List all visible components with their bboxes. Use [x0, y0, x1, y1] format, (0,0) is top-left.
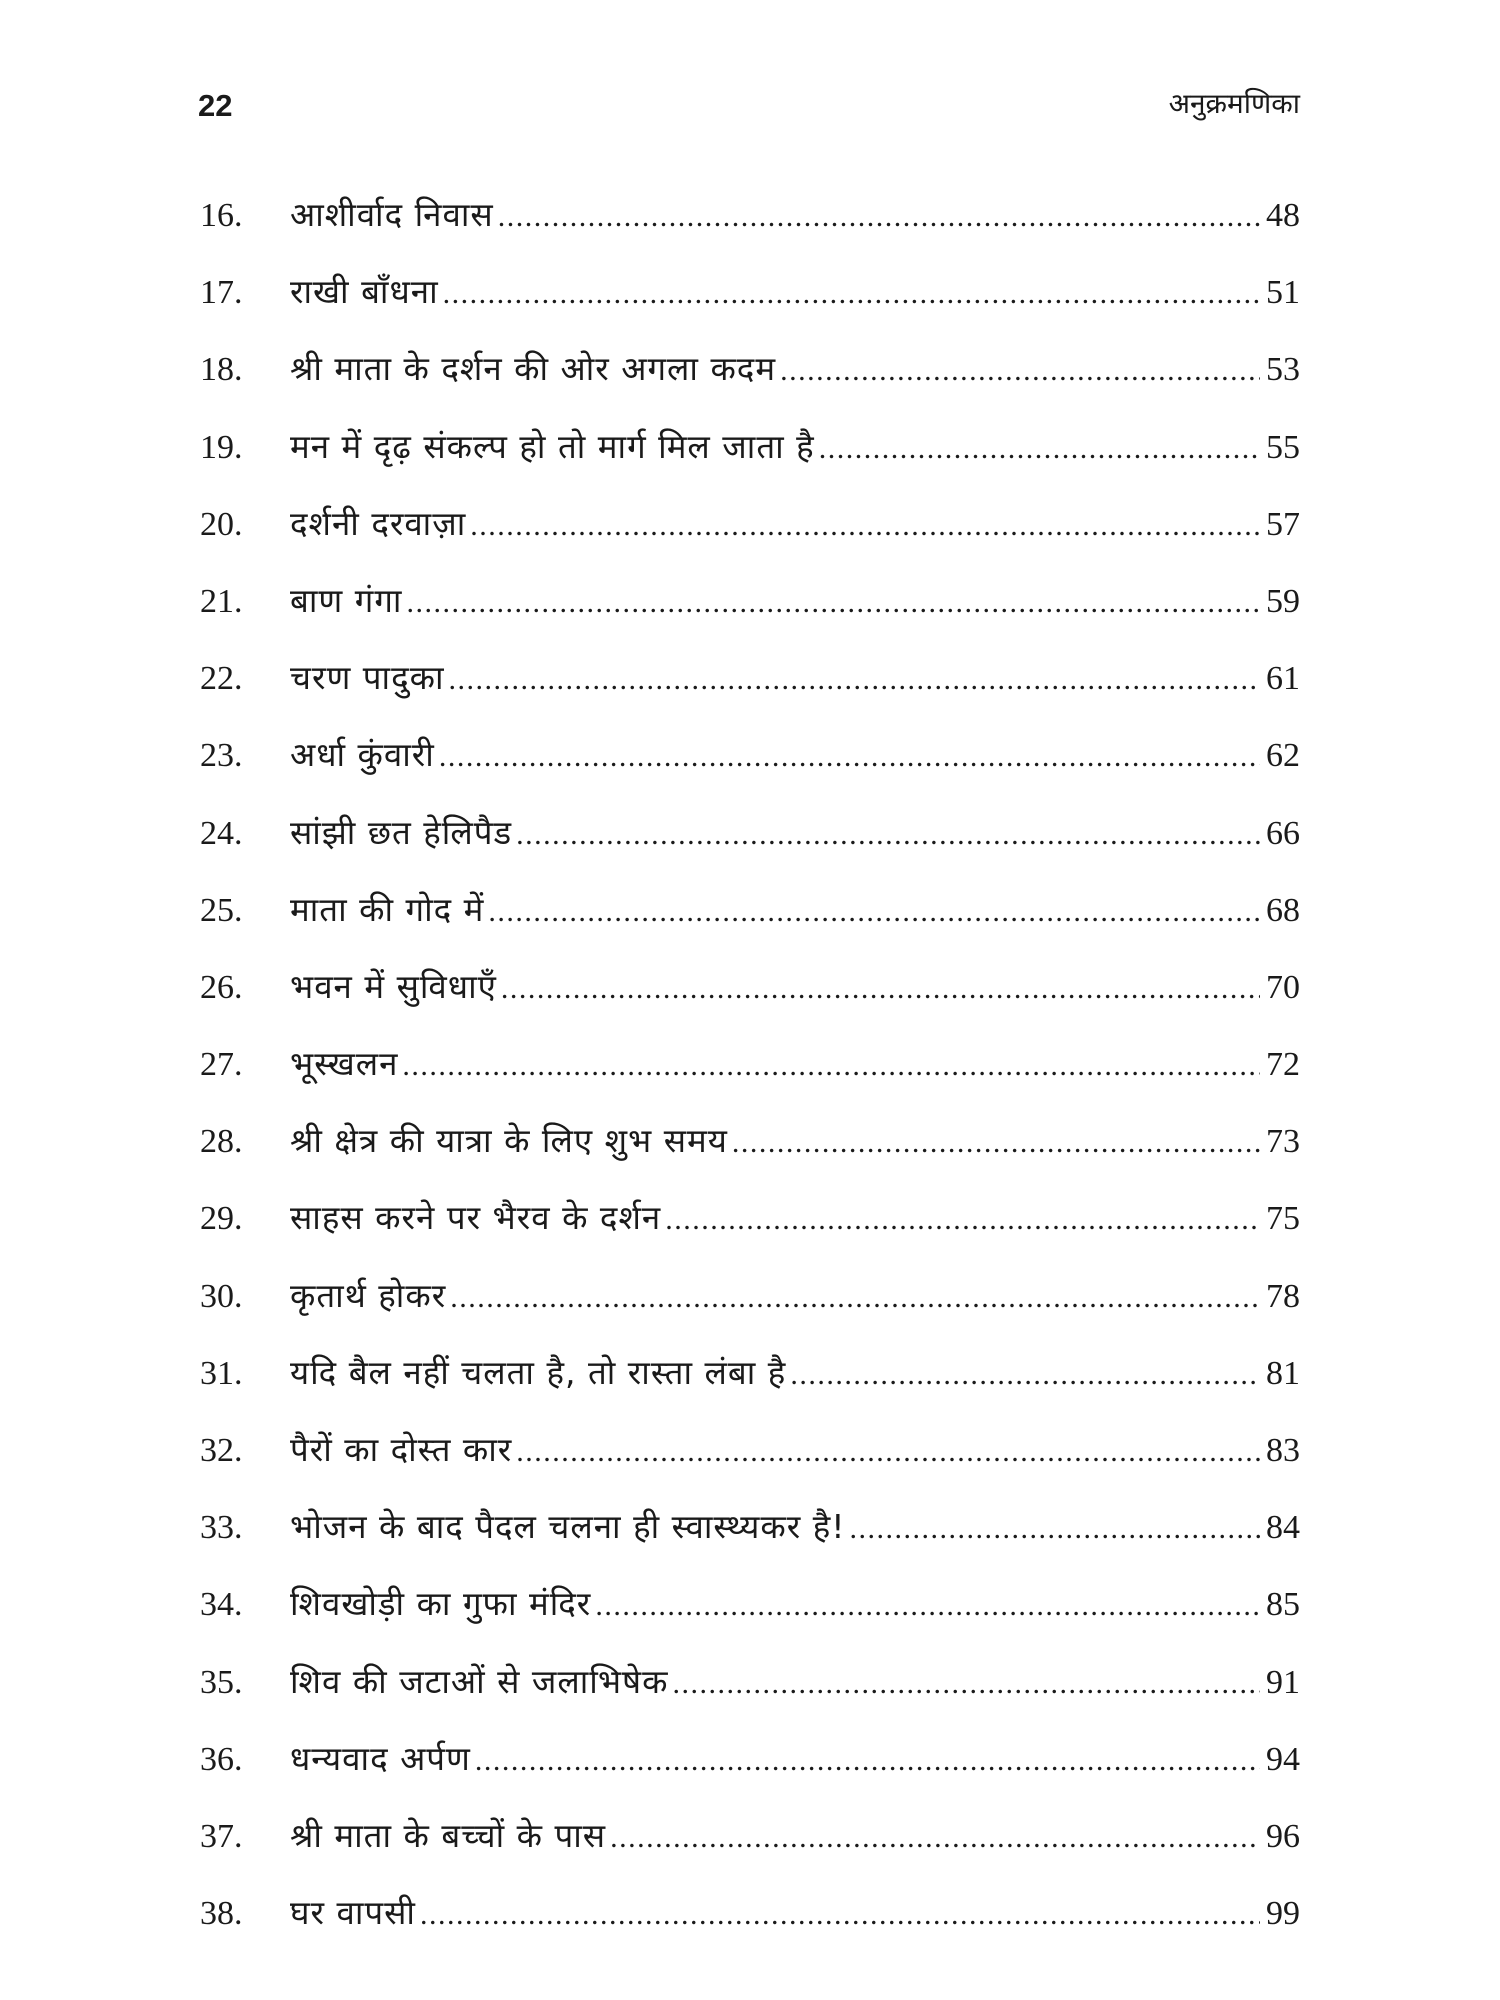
- toc-dot-leader: [470, 501, 1260, 551]
- toc-entry-title: साहस करने पर भैरव के दर्शन: [290, 1198, 662, 1238]
- toc-entry-page: 83: [1266, 1432, 1300, 1469]
- table-of-contents: [200, 190, 1300, 1965]
- toc-entry: [200, 267, 1300, 344]
- toc-dot-leader: [665, 1195, 1260, 1245]
- toc-entry-title: आशीर्वाद निवास: [290, 195, 494, 234]
- toc-entry-title: यदि बैल नहीं चलता है, तो रास्ता लंबा है: [290, 1352, 787, 1392]
- toc-entry: [200, 1425, 1300, 1502]
- toc-entry: [200, 1579, 1300, 1656]
- toc-entry: [200, 1348, 1300, 1425]
- toc-entry-title: भूस्खलन: [290, 1044, 399, 1084]
- toc-entry-title: राखी बाँधना: [290, 272, 439, 312]
- toc-dot-leader: [443, 269, 1260, 319]
- toc-entry-number: 18.: [200, 351, 243, 389]
- toc-entry-page: 61: [1266, 660, 1300, 698]
- toc-entry-number: 24.: [200, 814, 243, 852]
- toc-entry: [200, 653, 1300, 730]
- toc-entry: [200, 344, 1300, 421]
- toc-entry-page: 48: [1266, 197, 1300, 234]
- toc-entry-page: 66: [1266, 814, 1300, 852]
- toc-entry-number: 17.: [200, 274, 243, 312]
- toc-entry: [200, 885, 1300, 962]
- toc-entry-title: श्री माता के बच्चों के पास: [290, 1815, 607, 1855]
- toc-entry-number: 27.: [200, 1046, 243, 1084]
- toc-entry-number: 31.: [200, 1354, 243, 1392]
- toc-entry-title: घर वापसी: [290, 1893, 416, 1933]
- toc-entry-number: 32.: [200, 1432, 243, 1469]
- toc-entry-title: श्री माता के दर्शन की ओर अगला कदम: [290, 349, 777, 389]
- toc-dot-leader: [420, 1890, 1260, 1940]
- toc-dot-leader: [595, 1581, 1260, 1631]
- toc-dot-leader: [498, 192, 1260, 242]
- toc-entry-page: 51: [1266, 274, 1300, 312]
- toc-entry-number: 20.: [200, 505, 243, 543]
- page-number: 22: [198, 88, 233, 123]
- toc-entry-number: 23.: [200, 737, 243, 775]
- toc-entry: [200, 190, 1300, 267]
- toc-entry: [200, 1811, 1300, 1888]
- toc-entry: [200, 422, 1300, 499]
- toc-entry-number: 16.: [200, 197, 243, 234]
- toc-entry-title: माता की गोद में: [290, 889, 485, 929]
- toc-entry-number: 21.: [200, 582, 243, 620]
- toc-dot-leader: [610, 1813, 1260, 1863]
- toc-entry: [200, 1193, 1300, 1270]
- toc-entry-title: शिवखोड़ी का गुफा मंदिर: [290, 1584, 592, 1624]
- toc-entry-number: 22.: [200, 660, 243, 698]
- toc-entry-page: 70: [1266, 968, 1300, 1006]
- toc-entry-title: भवन में सुविधाएँ: [290, 966, 497, 1006]
- toc-entry-page: 91: [1266, 1663, 1300, 1701]
- toc-dot-leader: [790, 1350, 1260, 1400]
- toc-dot-leader: [449, 655, 1260, 705]
- toc-dot-leader: [501, 964, 1260, 1014]
- toc-entry-page: 84: [1266, 1509, 1300, 1547]
- toc-entry-title: कृतार्थ होकर: [290, 1275, 447, 1315]
- toc-entry-number: 35.: [200, 1663, 243, 1701]
- toc-entry-title: श्री क्षेत्र की यात्रा के लिए शुभ समय: [290, 1121, 728, 1161]
- toc-entry-number: 19.: [200, 428, 243, 466]
- toc-entry: [200, 576, 1300, 653]
- toc-entry-page: 81: [1266, 1354, 1300, 1392]
- toc-entry-page: 85: [1266, 1586, 1300, 1624]
- toc-entry: [200, 730, 1300, 807]
- toc-entry-page: 78: [1266, 1277, 1300, 1315]
- toc-dot-leader: [450, 1273, 1260, 1323]
- toc-entry-page: 94: [1266, 1740, 1300, 1778]
- toc-entry: [200, 1271, 1300, 1348]
- toc-entry-number: 38.: [200, 1895, 243, 1933]
- toc-entry-title: दर्शनी दरवाज़ा: [290, 503, 467, 543]
- toc-entry-page: 55: [1266, 428, 1300, 466]
- toc-entry: [200, 1502, 1300, 1579]
- toc-entry-title: पैरों का दोस्त कार: [290, 1430, 513, 1469]
- toc-dot-leader: [780, 346, 1260, 396]
- toc-entry-number: 28.: [200, 1123, 243, 1161]
- toc-entry-title: भोजन के बाद पैदल चलना ही स्वास्थ्यकर है!: [290, 1507, 846, 1547]
- toc-entry-title: अर्धा कुंवारी: [290, 735, 435, 775]
- toc-entry-page: 73: [1266, 1123, 1300, 1161]
- toc-entry: [200, 499, 1300, 576]
- toc-entry-page: 57: [1266, 505, 1300, 543]
- toc-entry-number: 33.: [200, 1509, 243, 1547]
- toc-entry: [200, 1734, 1300, 1811]
- toc-dot-leader: [402, 1041, 1260, 1091]
- toc-entry-number: 26.: [200, 968, 243, 1006]
- toc-entry-title: बाण गंगा: [290, 580, 403, 620]
- toc-entry-title: सांझी छत हेलिपैड: [290, 812, 513, 852]
- toc-entry-page: 68: [1266, 891, 1300, 929]
- toc-entry: [200, 962, 1300, 1039]
- toc-entry-title: धन्यवाद अर्पण: [290, 1738, 471, 1778]
- toc-entry: [200, 1888, 1300, 1965]
- toc-entry-title: चरण पादुका: [290, 658, 445, 698]
- toc-dot-leader: [475, 1736, 1260, 1786]
- toc-entry-page: 62: [1266, 737, 1300, 775]
- toc-entry-page: 99: [1266, 1895, 1300, 1933]
- toc-dot-leader: [488, 887, 1260, 937]
- toc-dot-leader: [850, 1504, 1260, 1554]
- toc-entry-page: 59: [1266, 582, 1300, 620]
- toc-dot-leader: [819, 424, 1260, 474]
- toc-entry-page: 53: [1266, 351, 1300, 389]
- toc-entry-page: 72: [1266, 1046, 1300, 1084]
- toc-entry: [200, 808, 1300, 885]
- toc-entry-number: 25.: [200, 891, 243, 929]
- toc-entry-number: 34.: [200, 1586, 243, 1624]
- running-head-title: अनुक्रमणिका: [1168, 87, 1300, 120]
- toc-entry-title: मन में दृढ़ संकल्प हो तो मार्ग मिल जाता है: [290, 426, 815, 466]
- toc-entry-number: 29.: [200, 1200, 243, 1238]
- toc-entry-number: 30.: [200, 1277, 243, 1315]
- toc-entry-page: 75: [1266, 1200, 1300, 1238]
- toc-entry-number: 36.: [200, 1740, 243, 1778]
- toc-dot-leader: [406, 578, 1260, 628]
- toc-entry: [200, 1039, 1300, 1116]
- toc-dot-leader: [672, 1659, 1260, 1709]
- toc-entry: [200, 1657, 1300, 1734]
- toc-entry-title: शिव की जटाओं से जलाभिषेक: [290, 1661, 669, 1701]
- toc-entry-number: 37.: [200, 1817, 243, 1855]
- toc-dot-leader: [732, 1118, 1260, 1168]
- toc-dot-leader: [516, 1427, 1260, 1477]
- toc-entry: [200, 1116, 1300, 1193]
- toc-dot-leader: [516, 810, 1260, 860]
- toc-dot-leader: [439, 732, 1260, 782]
- toc-entry-page: 96: [1266, 1817, 1300, 1855]
